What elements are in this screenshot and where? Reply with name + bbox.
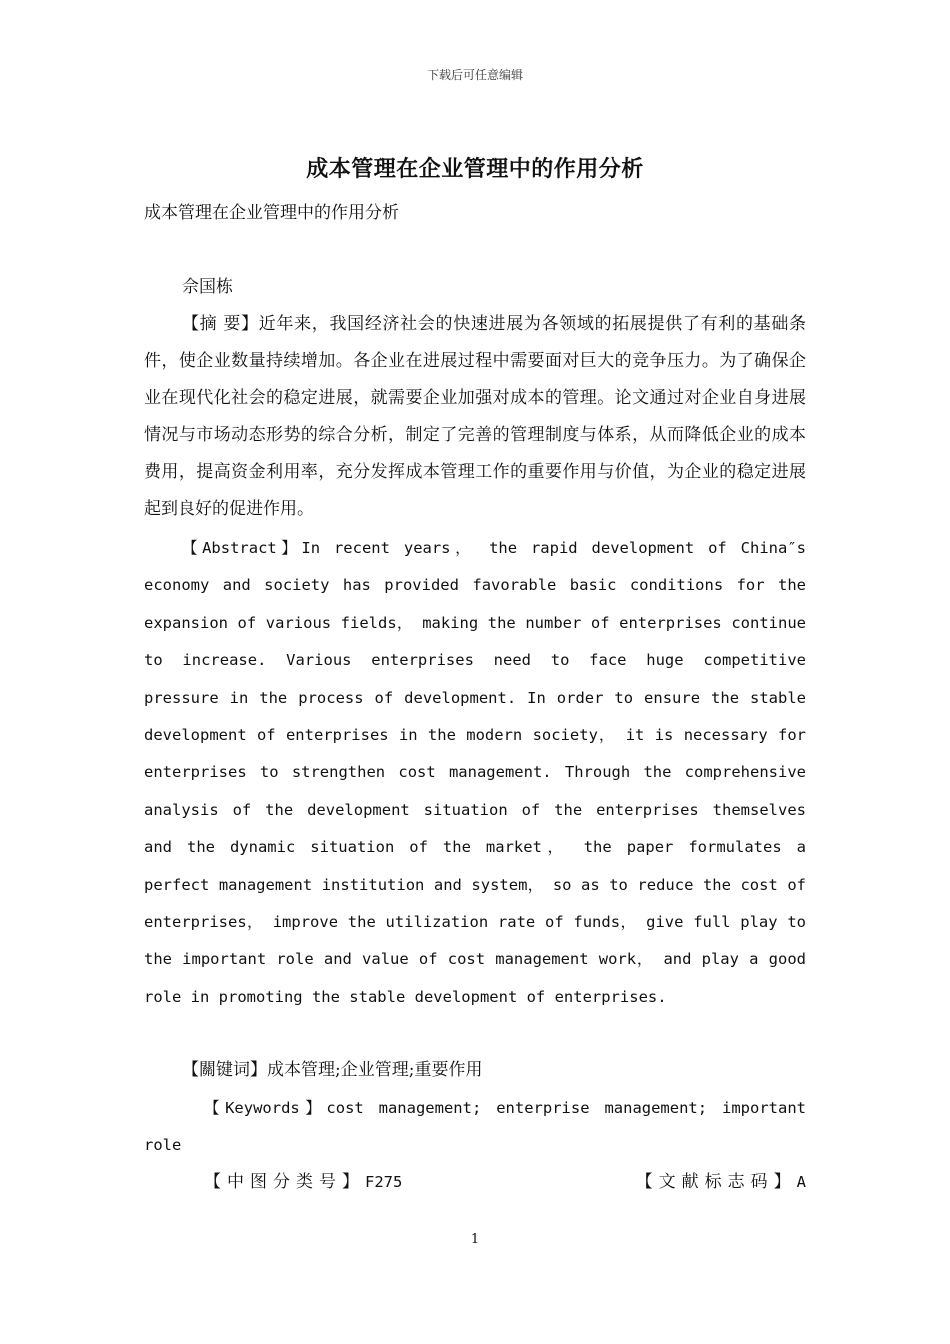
keywords-chinese-text: 成本管理;企业管理;重要作用 <box>267 1060 483 1080</box>
document-code-value: A <box>796 1173 806 1191</box>
classification-row <box>144 1164 806 1201</box>
document-subtitle: 成本管理在企业管理中的作用分析 <box>144 203 399 223</box>
abstract-chinese-label: 【摘 要】 <box>182 314 259 334</box>
abstract-english-text: In recent years， the rapid development of China″s economy and society has provided favorable basic conditions for the expansion of various fields， making the number of enterprises continue to increase. Various enterprises need to face huge competitive pressure in the process of development. In order to ensure the stable development of enterprises in the modern society， it is necessary for enterprises to strengthen cost management. Through the comprehensive analysis of the development situation of the enterprises themselves and the dynamic situation of the market， the paper formulates a perfect management institution and system， so as to reduce the cost of enterprises， improve the utilization rate of funds， give full play to the important role and value of cost management work， and play a good role in promoting the stable development of enterprises. <box>144 539 806 1006</box>
document-code <box>636 1164 806 1201</box>
abstract-english <box>144 530 806 1016</box>
clc-value: F275 <box>365 1173 403 1191</box>
abstract-chinese <box>144 306 806 528</box>
keywords-english-text: cost management; enterprise management; important role <box>144 1099 806 1155</box>
document-code-label: 【文献标志码】 <box>635 1172 797 1192</box>
keywords-english-label: 【Keywords】 <box>204 1099 327 1117</box>
keywords-english <box>144 1090 806 1165</box>
clc-label: 【中图分类号】 <box>204 1172 365 1192</box>
page-title: 成本管理在企业管理中的作用分析 <box>306 156 644 182</box>
author-name: 佘国栋 <box>182 277 233 297</box>
clc-number <box>204 1164 402 1201</box>
abstract-chinese-text: 近年来，我国经济社会的快速进展为各领域的拓展提供了有利的基础条件，使企业数量持续增加。各企业在进展过程中需要面对巨大的竞争压力。为了确保企业在现代化社会的稳定进展，就需要企业加强对成本的管理。论文通过对企业自身进展情况与市场动态形势的综合分析，制定了完善的管理制度与体系，从而降低企业的成本费用，提高资金利用率，充分发挥成本管理工作的重要作用与价值，为企业的稳定进展起到良好的促进作用。 <box>144 314 807 519</box>
header-note: 下载后可任意编辑 <box>426 68 523 82</box>
abstract-english-label: 【Abstract】 <box>182 539 302 557</box>
keywords-chinese-label: 【關键词】 <box>182 1060 267 1080</box>
page-number: 1 <box>470 1232 480 1247</box>
keywords-chinese <box>144 1052 806 1089</box>
